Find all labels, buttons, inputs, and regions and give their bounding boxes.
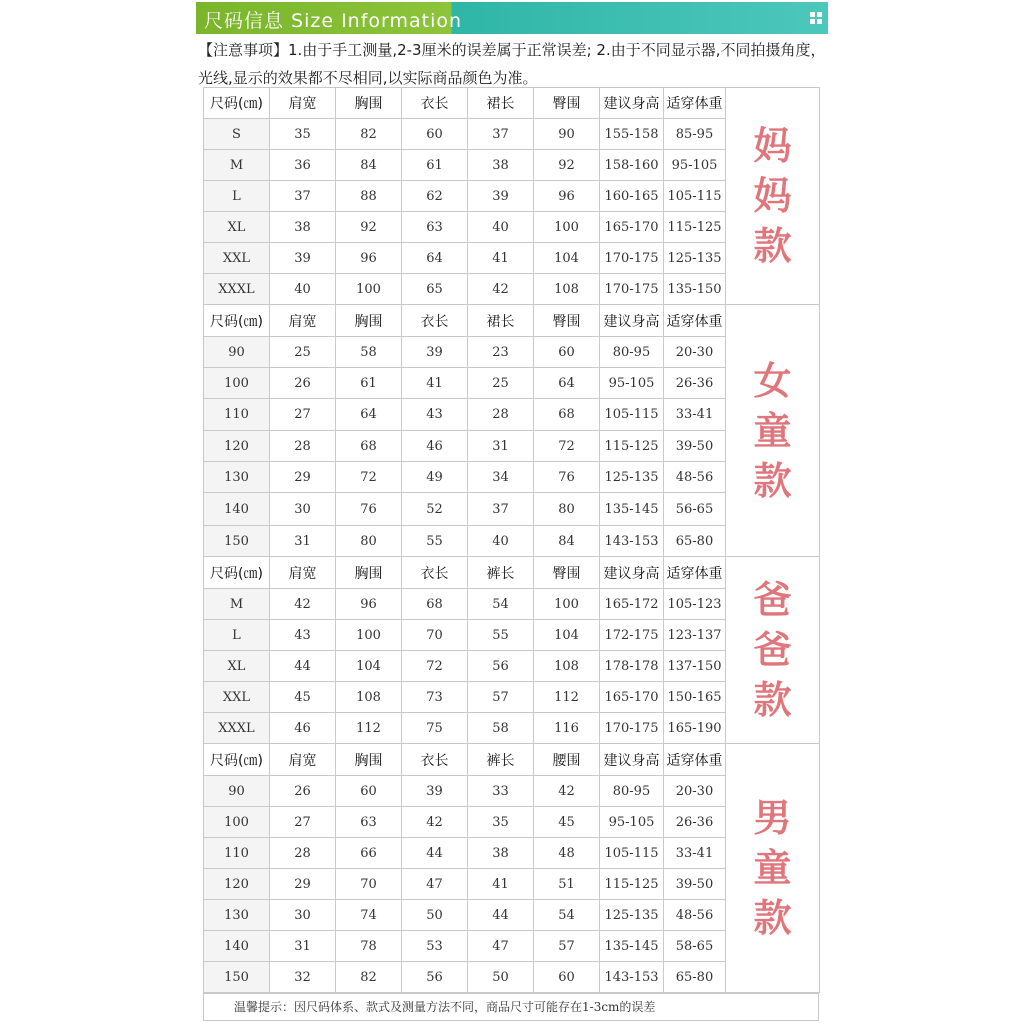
table-cell: 41 [468, 869, 534, 900]
size-cell: 100 [204, 807, 270, 838]
table-cell: 125-135 [664, 243, 726, 274]
column-header: 衣长 [402, 305, 468, 337]
table-cell: 150-165 [664, 682, 726, 713]
table-cell: 39 [270, 243, 336, 274]
table-cell: 63 [402, 212, 468, 243]
column-header: 胸围 [336, 557, 402, 589]
table-cell: 57 [468, 682, 534, 713]
table-cell: 135-145 [600, 931, 664, 962]
table-cell: 43 [270, 620, 336, 651]
column-header: 臀围 [534, 305, 600, 337]
size-cell: XXL [204, 682, 270, 713]
column-header: 衣长 [402, 744, 468, 776]
table-cell: 82 [336, 119, 402, 150]
column-header: 建议身高 [600, 305, 664, 337]
column-header: 建议身高 [600, 744, 664, 776]
size-cell: XXL [204, 243, 270, 274]
size-cell: M [204, 589, 270, 620]
table-cell: 29 [270, 869, 336, 900]
table-cell: 72 [402, 651, 468, 682]
column-header: 建议身高 [600, 88, 664, 119]
table-cell: 53 [402, 931, 468, 962]
table-cell: 115-125 [600, 431, 664, 462]
table-cell: 74 [336, 900, 402, 931]
table-cell: 80-95 [600, 776, 664, 807]
table-cell: 20-30 [664, 337, 726, 368]
column-header: 臀围 [534, 88, 600, 119]
table-cell: 104 [534, 243, 600, 274]
table-cell: 170-175 [600, 243, 664, 274]
table-cell: 26 [270, 368, 336, 399]
table-cell: 135-150 [664, 274, 726, 305]
table-cell: 46 [270, 713, 336, 744]
table-cell: 100 [336, 274, 402, 305]
column-header: 尺码(㎝) [204, 744, 270, 776]
table-cell: 42 [468, 274, 534, 305]
table-cell: 68 [402, 589, 468, 620]
table-cell: 72 [534, 431, 600, 462]
table-cell: 80 [336, 526, 402, 557]
size-cell: 110 [204, 399, 270, 431]
size-cell: XXXL [204, 713, 270, 744]
table-cell: 38 [468, 150, 534, 181]
column-header: 臀围 [534, 557, 600, 589]
table-cell: 84 [336, 150, 402, 181]
size-cell: 150 [204, 526, 270, 557]
table-cell: 34 [468, 462, 534, 493]
table-cell: 105-123 [664, 589, 726, 620]
table-cell: 65-80 [664, 962, 726, 993]
table-header-row [204, 88, 820, 119]
table-cell: 35 [270, 119, 336, 150]
table-cell: 26 [270, 776, 336, 807]
table-cell: 31 [270, 931, 336, 962]
table-cell: 70 [402, 620, 468, 651]
table-cell: 96 [336, 589, 402, 620]
size-cell: L [204, 181, 270, 212]
column-header: 肩宽 [270, 744, 336, 776]
table-cell: 80 [534, 493, 600, 526]
table-cell: 40 [468, 212, 534, 243]
column-header: 适穿体重 [664, 88, 726, 119]
table-cell: 76 [336, 493, 402, 526]
column-header: 胸围 [336, 744, 402, 776]
size-info-banner [196, 2, 828, 34]
table-cell: 68 [534, 399, 600, 431]
table-cell: 95-105 [664, 150, 726, 181]
table-cell: 26-36 [664, 807, 726, 838]
table-cell: 50 [468, 962, 534, 993]
table-cell: 135-145 [600, 493, 664, 526]
table-cell: 70 [336, 869, 402, 900]
table-cell: 95-105 [600, 807, 664, 838]
table-cell: 28 [468, 399, 534, 431]
table-cell: 64 [402, 243, 468, 274]
column-header: 腰围 [534, 744, 600, 776]
table-cell: 104 [336, 651, 402, 682]
table-cell: 104 [534, 620, 600, 651]
column-header: 衣长 [402, 557, 468, 589]
table-cell: 115-125 [600, 869, 664, 900]
table-cell: 165-172 [600, 589, 664, 620]
table-header-row [204, 305, 820, 337]
table-cell: 92 [534, 150, 600, 181]
size-cell: 150 [204, 962, 270, 993]
column-header: 适穿体重 [664, 557, 726, 589]
table-cell: 37 [270, 181, 336, 212]
table-cell: 25 [468, 368, 534, 399]
table-cell: 95-105 [600, 368, 664, 399]
table-cell: 26-36 [664, 368, 726, 399]
table-cell: 170-175 [600, 713, 664, 744]
table-cell: 61 [402, 150, 468, 181]
table-cell: 31 [270, 526, 336, 557]
table-cell: 54 [534, 900, 600, 931]
table-cell: 46 [402, 431, 468, 462]
section-label [726, 88, 820, 305]
table-cell: 44 [270, 651, 336, 682]
table-cell: 108 [534, 274, 600, 305]
size-cell: 140 [204, 493, 270, 526]
table-cell: 100 [534, 212, 600, 243]
column-header: 尺码(㎝) [204, 557, 270, 589]
column-header: 尺码(㎝) [204, 88, 270, 119]
table-cell: 60 [534, 337, 600, 368]
size-cell: 120 [204, 869, 270, 900]
section-label-text: 女 童 款 [753, 358, 792, 503]
size-cell: XXXL [204, 274, 270, 305]
column-header: 裙长 [468, 305, 534, 337]
table-cell: 30 [270, 900, 336, 931]
table-cell: 78 [336, 931, 402, 962]
table-cell: 172-175 [600, 620, 664, 651]
table-cell: 65-80 [664, 526, 726, 557]
table-cell: 39 [468, 181, 534, 212]
table-cell: 52 [402, 493, 468, 526]
table-cell: 44 [402, 838, 468, 869]
table-cell: 125-135 [600, 462, 664, 493]
table-cell: 170-175 [600, 274, 664, 305]
table-cell: 25 [270, 337, 336, 368]
table-cell: 45 [270, 682, 336, 713]
table-cell: 20-30 [664, 776, 726, 807]
size-cell: 90 [204, 776, 270, 807]
table-cell: 158-160 [600, 150, 664, 181]
table-cell: 33-41 [664, 399, 726, 431]
table-cell: 90 [534, 119, 600, 150]
table-header-row [204, 557, 820, 589]
size-cell: 120 [204, 431, 270, 462]
table-cell: 28 [270, 838, 336, 869]
column-header: 建议身高 [600, 557, 664, 589]
size-cell: 110 [204, 838, 270, 869]
table-cell: 36 [270, 150, 336, 181]
column-header: 肩宽 [270, 88, 336, 119]
table-cell: 76 [534, 462, 600, 493]
table-cell: 73 [402, 682, 468, 713]
column-header: 尺码(㎝) [204, 305, 270, 337]
table-cell: 85-95 [664, 119, 726, 150]
grid-icon [810, 12, 822, 24]
table-cell: 44 [468, 900, 534, 931]
table-cell: 23 [468, 337, 534, 368]
table-cell: 105-115 [600, 399, 664, 431]
size-cell: S [204, 119, 270, 150]
table-cell: 27 [270, 807, 336, 838]
table-cell: 58-65 [664, 931, 726, 962]
table-cell: 41 [402, 368, 468, 399]
table-cell: 49 [402, 462, 468, 493]
size-cell: 100 [204, 368, 270, 399]
table-cell: 42 [402, 807, 468, 838]
table-cell: 39 [402, 776, 468, 807]
size-cell: 130 [204, 900, 270, 931]
table-cell: 65 [402, 274, 468, 305]
table-cell: 40 [270, 274, 336, 305]
table-cell: 60 [534, 962, 600, 993]
footer-note: 温馨提示：因尺码体系、款式及测量方法不同，商品尺寸可能存在1-3cm的误差 [203, 993, 819, 1021]
section-label-text: 男 童 款 [753, 796, 792, 940]
table-cell: 75 [402, 713, 468, 744]
table-cell: 143-153 [600, 962, 664, 993]
table-cell: 112 [336, 713, 402, 744]
table-cell: 32 [270, 962, 336, 993]
table-cell: 96 [534, 181, 600, 212]
table-cell: 123-137 [664, 620, 726, 651]
table-cell: 84 [534, 526, 600, 557]
table-cell: 43 [402, 399, 468, 431]
table-cell: 143-153 [600, 526, 664, 557]
table-cell: 105-115 [664, 181, 726, 212]
table-cell: 41 [468, 243, 534, 274]
table-cell: 33-41 [664, 838, 726, 869]
table-cell: 38 [270, 212, 336, 243]
table-cell: 165-170 [600, 212, 664, 243]
size-cell: 140 [204, 931, 270, 962]
table-cell: 56 [402, 962, 468, 993]
table-cell: 108 [336, 682, 402, 713]
section-label-text: 爸 爸 款 [753, 578, 792, 722]
table-cell: 178-178 [600, 651, 664, 682]
table-cell: 88 [336, 181, 402, 212]
table-cell: 55 [402, 526, 468, 557]
table-cell: 35 [468, 807, 534, 838]
table-header-row [204, 744, 820, 776]
table-cell: 42 [534, 776, 600, 807]
table-cell: 112 [534, 682, 600, 713]
table-cell: 29 [270, 462, 336, 493]
size-chart-table [203, 87, 820, 993]
table-cell: 40 [468, 526, 534, 557]
table-cell: 37 [468, 493, 534, 526]
size-cell: 130 [204, 462, 270, 493]
table-cell: 45 [534, 807, 600, 838]
column-header: 裤长 [468, 557, 534, 589]
column-header: 肩宽 [270, 305, 336, 337]
table-cell: 100 [336, 620, 402, 651]
notice-text: 【注意事项】1.由于手工测量,2-3厘米的误差属于正常误差; 2.由于不同显示器,不同拍摄角度，光线,显示的效果都不尽相同,以实际商品颜色为准。 [198, 41, 826, 87]
size-cell: XL [204, 651, 270, 682]
table-cell: 137-150 [664, 651, 726, 682]
column-header: 适穿体重 [664, 744, 726, 776]
table-cell: 165-170 [600, 682, 664, 713]
table-cell: 27 [270, 399, 336, 431]
table-cell: 100 [534, 589, 600, 620]
table-cell: 31 [468, 431, 534, 462]
table-cell: 72 [336, 462, 402, 493]
table-cell: 80-95 [600, 337, 664, 368]
size-cell: M [204, 150, 270, 181]
table-cell: 105-115 [600, 838, 664, 869]
table-cell: 51 [534, 869, 600, 900]
table-cell: 60 [402, 119, 468, 150]
table-cell: 47 [402, 869, 468, 900]
table-cell: 37 [468, 119, 534, 150]
section-label [726, 557, 820, 744]
table-cell: 38 [468, 838, 534, 869]
table-cell: 42 [270, 589, 336, 620]
table-cell: 60 [336, 776, 402, 807]
column-header: 衣长 [402, 88, 468, 119]
size-cell: L [204, 620, 270, 651]
size-cell: 90 [204, 337, 270, 368]
table-cell: 39 [402, 337, 468, 368]
banner-title: 尺码信息 Size Information [204, 10, 463, 32]
table-cell: 30 [270, 493, 336, 526]
table-cell: 61 [336, 368, 402, 399]
table-cell: 58 [336, 337, 402, 368]
table-cell: 57 [534, 931, 600, 962]
section-label-text: 妈 妈 款 [753, 124, 792, 268]
table-cell: 54 [468, 589, 534, 620]
column-header: 裙长 [468, 88, 534, 119]
table-cell: 68 [336, 431, 402, 462]
column-header: 裤长 [468, 744, 534, 776]
table-cell: 58 [468, 713, 534, 744]
table-cell: 56 [468, 651, 534, 682]
table-cell: 50 [402, 900, 468, 931]
section-label [726, 744, 820, 993]
table-cell: 33 [468, 776, 534, 807]
table-cell: 165-190 [664, 713, 726, 744]
table-cell: 63 [336, 807, 402, 838]
table-cell: 66 [336, 838, 402, 869]
table-cell: 96 [336, 243, 402, 274]
table-cell: 64 [534, 368, 600, 399]
column-header: 适穿体重 [664, 305, 726, 337]
table-cell: 56-65 [664, 493, 726, 526]
table-cell: 48 [534, 838, 600, 869]
table-cell: 108 [534, 651, 600, 682]
table-cell: 125-135 [600, 900, 664, 931]
table-cell: 64 [336, 399, 402, 431]
table-cell: 160-165 [600, 181, 664, 212]
table-cell: 155-158 [600, 119, 664, 150]
size-cell: XL [204, 212, 270, 243]
table-cell: 92 [336, 212, 402, 243]
table-cell: 48-56 [664, 462, 726, 493]
table-cell: 47 [468, 931, 534, 962]
table-cell: 116 [534, 713, 600, 744]
table-cell: 28 [270, 431, 336, 462]
column-header: 肩宽 [270, 557, 336, 589]
table-cell: 55 [468, 620, 534, 651]
table-cell: 39-50 [664, 431, 726, 462]
table-cell: 39-50 [664, 869, 726, 900]
table-cell: 48-56 [664, 900, 726, 931]
column-header: 胸围 [336, 88, 402, 119]
table-cell: 82 [336, 962, 402, 993]
column-header: 胸围 [336, 305, 402, 337]
table-cell: 62 [402, 181, 468, 212]
table-cell: 115-125 [664, 212, 726, 243]
section-label [726, 305, 820, 557]
